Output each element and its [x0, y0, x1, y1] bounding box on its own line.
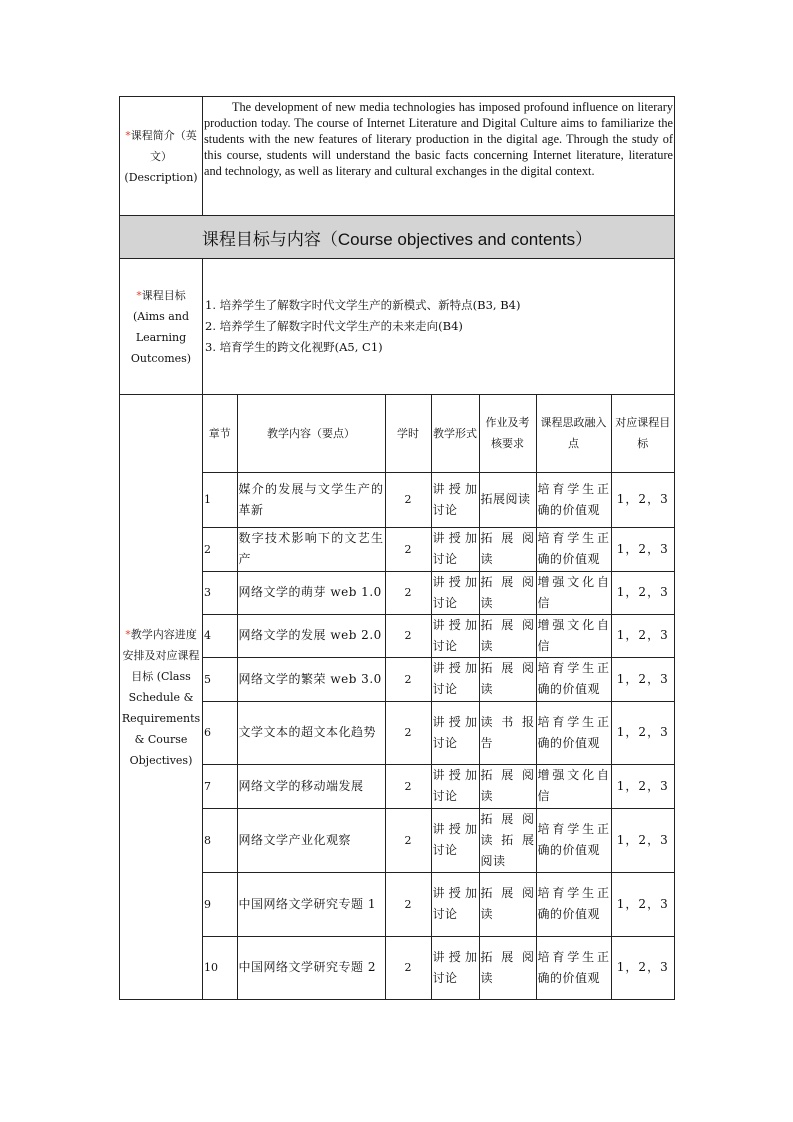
schedule-header-row: [203, 395, 674, 472]
row-objectives: 1，2，3: [611, 571, 674, 614]
table-row: [203, 614, 674, 657]
header-form: 教学形式: [431, 395, 479, 472]
row-objectives: 1，2，3: [611, 614, 674, 657]
table-row: [203, 527, 674, 571]
row-chapter: 5: [203, 657, 237, 701]
row-chapter: 10: [203, 936, 237, 999]
syllabus-page: [119, 96, 674, 1000]
row-hours: 2: [385, 527, 431, 571]
row-homework: 拓 展 阅读: [479, 571, 536, 614]
row-homework: 拓 展 阅读 拓 展 阅读: [479, 808, 536, 872]
aims-row: [120, 259, 675, 395]
section-title-en: （Course objectives and contents）: [320, 229, 593, 249]
section-title-cn: 课程目标与内容: [201, 229, 321, 250]
row-content: 网络文学产业化观察: [237, 808, 385, 872]
aims-item: 3. 培育学生的跨文化视野(A5, C1): [205, 340, 383, 354]
row-hours: 2: [385, 764, 431, 808]
schedule-row: [120, 395, 675, 1000]
description-label: [120, 97, 203, 216]
aims-label-en: (Aims and Learning Outcomes): [130, 309, 192, 365]
row-content: 中国网络文学研究专题 1: [237, 872, 385, 936]
table-row: [203, 571, 674, 614]
description-text: The development of new media technologies has imposed profound influence on literary production today. The course of Internet Literature and Digital Culture aims to familiarize the students with the new features of literary production in the digital age. Through the study of this course, students will understand the basic facts concerning Internet literature, literature and technology, as well as literary and cultural exchanges in the digital context.: [204, 100, 673, 178]
row-homework: 拓展阅读: [479, 472, 536, 527]
header-chapter: 章节: [203, 395, 237, 472]
row-homework: 读 书 报告: [479, 701, 536, 764]
schedule-label-cn: 教学内容进度安排及对应课程目标: [122, 627, 200, 683]
table-row: [203, 936, 674, 999]
table-row: [203, 808, 674, 872]
row-chapter: 7: [203, 764, 237, 808]
row-content: 中国网络文学研究专题 2: [237, 936, 385, 999]
row-objectives: 1，2，3: [611, 808, 674, 872]
header-homework: 作业及考核要求: [479, 395, 536, 472]
row-ideology: 增强文化自信: [536, 614, 611, 657]
aims-list: [203, 259, 675, 395]
description-label-cn: 课程简介（英文）: [130, 128, 197, 163]
row-content: 网络文学的繁荣 web 3.0: [237, 657, 385, 701]
row-hours: 2: [385, 472, 431, 527]
row-content: 数字技术影响下的文艺生产: [237, 527, 385, 571]
row-chapter: 9: [203, 872, 237, 936]
row-form: 讲授加讨论: [431, 527, 479, 571]
row-hours: 2: [385, 936, 431, 999]
row-ideology: 增强文化自信: [536, 764, 611, 808]
section-header-row: [120, 216, 675, 259]
row-homework: 拓 展 阅读: [479, 657, 536, 701]
schedule-cell: [203, 395, 675, 1000]
row-ideology: 培育学生正确的价值观: [536, 808, 611, 872]
schedule-table: [203, 395, 674, 999]
description-text-cell: [203, 97, 675, 216]
row-form: 讲授加讨论: [431, 936, 479, 999]
row-homework: 拓 展 阅读: [479, 614, 536, 657]
header-objectives: 对应课程目标: [611, 395, 674, 472]
row-hours: 2: [385, 701, 431, 764]
row-form: 讲授加讨论: [431, 872, 479, 936]
row-ideology: 增强文化自信: [536, 571, 611, 614]
header-hours: 学时: [385, 395, 431, 472]
row-chapter: 6: [203, 701, 237, 764]
row-ideology: 培育学生正确的价值观: [536, 701, 611, 764]
row-hours: 2: [385, 657, 431, 701]
row-homework: 拓 展 阅读: [479, 764, 536, 808]
row-hours: 2: [385, 614, 431, 657]
row-form: 讲授加讨论: [431, 614, 479, 657]
row-ideology: 培育学生正确的价值观: [536, 472, 611, 527]
description-row: [120, 97, 675, 216]
row-homework: 拓 展 阅读: [479, 527, 536, 571]
row-form: 讲授加讨论: [431, 657, 479, 701]
row-chapter: 8: [203, 808, 237, 872]
row-chapter: 1: [203, 472, 237, 527]
header-ideology: 课程思政融入点: [536, 395, 611, 472]
row-objectives: 1，2，3: [611, 872, 674, 936]
schedule-label-en: (Class Schedule & Requirements & Course Objectives): [121, 669, 201, 767]
required-star: *: [125, 627, 131, 641]
row-form: 讲授加讨论: [431, 472, 479, 527]
row-objectives: 1，2，3: [611, 527, 674, 571]
row-ideology: 培育学生正确的价值观: [536, 657, 611, 701]
row-objectives: 1，2，3: [611, 472, 674, 527]
header-content: 教学内容（要点）: [237, 395, 385, 472]
row-form: 讲授加讨论: [431, 764, 479, 808]
schedule-label: [120, 395, 203, 1000]
row-chapter: 4: [203, 614, 237, 657]
table-row: [203, 764, 674, 808]
table-row: [203, 872, 674, 936]
row-form: 讲授加讨论: [431, 701, 479, 764]
row-hours: 2: [385, 571, 431, 614]
row-form: 讲授加讨论: [431, 571, 479, 614]
row-ideology: 培育学生正确的价值观: [536, 527, 611, 571]
row-objectives: 1，2，3: [611, 701, 674, 764]
required-star: *: [125, 128, 131, 142]
table-row: [203, 472, 674, 527]
row-hours: 2: [385, 872, 431, 936]
aims-item: 1. 培养学生了解数字时代文学生产的新模式、新特点(B3, B4): [205, 298, 521, 312]
row-content: 文学文本的超文本化趋势: [237, 701, 385, 764]
row-content: 媒介的发展与文学生产的革新: [237, 472, 385, 527]
aims-item: 2. 培养学生了解数字时代文学生产的未来走向(B4): [205, 319, 463, 333]
row-hours: 2: [385, 808, 431, 872]
section-title: [120, 216, 675, 259]
row-form: 讲授加讨论: [431, 808, 479, 872]
row-ideology: 培育学生正确的价值观: [536, 872, 611, 936]
syllabus-table: [119, 96, 675, 1000]
row-homework: 拓 展 阅读: [479, 872, 536, 936]
row-objectives: 1，2，3: [611, 764, 674, 808]
row-chapter: 2: [203, 527, 237, 571]
row-homework: 拓 展 阅读: [479, 936, 536, 999]
aims-label: [120, 259, 203, 395]
row-content: 网络文学的萌芽 web 1.0: [237, 571, 385, 614]
row-objectives: 1，2，3: [611, 657, 674, 701]
description-label-en: (Description): [124, 170, 198, 184]
table-row: [203, 701, 674, 764]
aims-label-cn: 课程目标: [141, 288, 186, 302]
row-objectives: 1，2，3: [611, 936, 674, 999]
row-ideology: 培育学生正确的价值观: [536, 936, 611, 999]
row-chapter: 3: [203, 571, 237, 614]
row-content: 网络文学的移动端发展: [237, 764, 385, 808]
required-star: *: [136, 288, 142, 302]
row-content: 网络文学的发展 web 2.0: [237, 614, 385, 657]
table-row: [203, 657, 674, 701]
